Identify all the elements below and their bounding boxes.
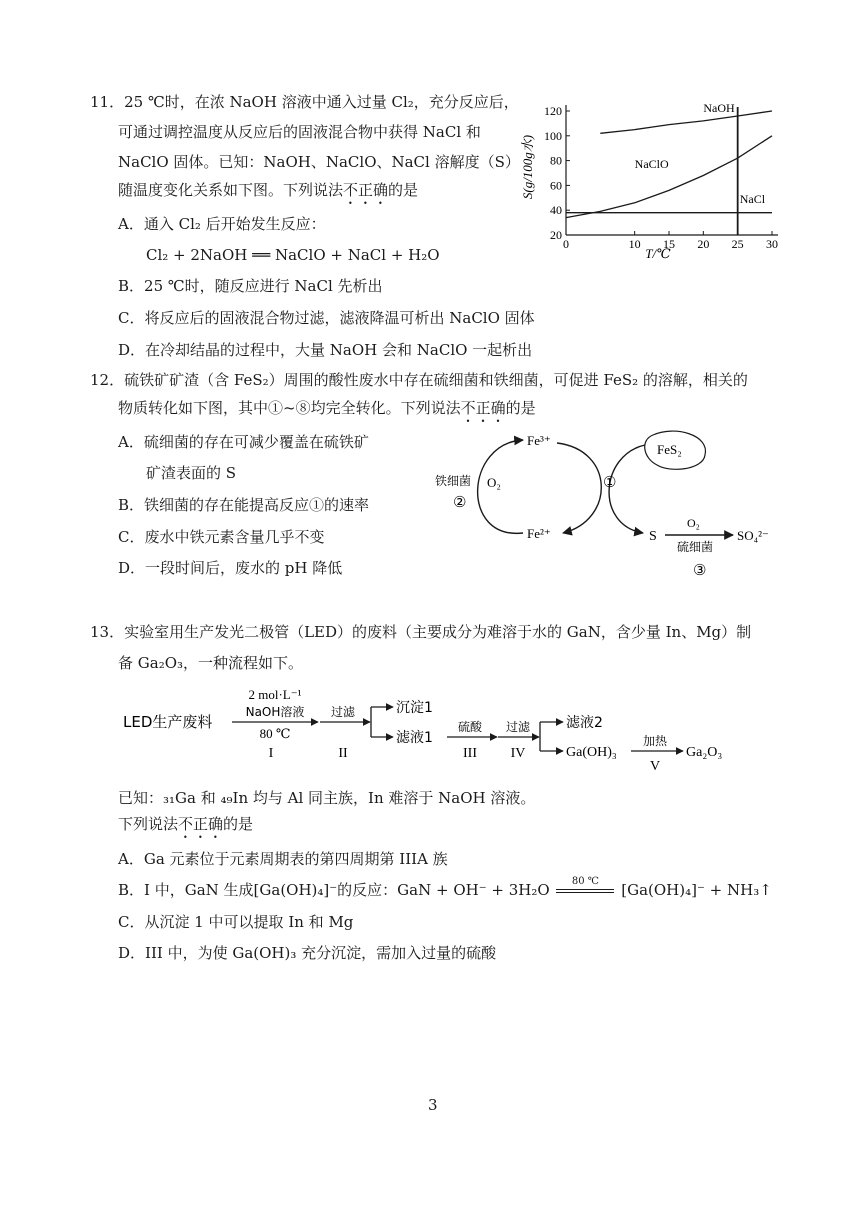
- q11-line1: 11．25 ℃时，在浓 NaOH 溶液中通入过量 Cl₂，充分反应后，: [90, 93, 519, 111]
- q12-option-b: B．铁细菌的存在能提高反应①的速率: [118, 496, 370, 514]
- sulfur-bacteria-label: 硫细菌: [677, 540, 714, 554]
- chart-y-tick-label: 40: [550, 203, 562, 218]
- q11-line2: 可通过调控温度从反应后的固液混合物中获得 NaCl 和: [118, 123, 481, 141]
- fe3-label: Fe³⁺: [527, 433, 551, 448]
- chart-x-tick-label: 20: [697, 237, 710, 251]
- step-1-label: ①: [603, 475, 617, 491]
- chart-x-tick-label: 10: [628, 237, 641, 251]
- q11-option-a: A．通入 Cl₂ 后开始发生反应：: [118, 215, 326, 233]
- chart-y-tick-label: 80: [550, 153, 562, 168]
- flow-reagent-concentration: 2 mol·L⁻¹: [248, 687, 302, 702]
- q13-option-a: A．Ga 元素位于元素周期表的第四周期第 IIIA 族: [118, 850, 448, 868]
- flow-heat-label: 加热: [642, 734, 668, 748]
- q11-not-correct-emphasis: 不正确: [343, 181, 389, 199]
- flow-product: Ga₂O₃: [686, 745, 723, 760]
- q13-option-b-post: [Ga(OH)₄]⁻ + NH₃↑: [621, 881, 772, 899]
- q13-line2: 备 Ga₂O₃，一种流程如下。: [118, 654, 304, 672]
- flow-precipitate1: 沉淀1: [396, 700, 433, 716]
- flow-reagent-naoh: NaOH溶液: [245, 705, 305, 719]
- chart-x-tick-label: 25: [731, 237, 744, 251]
- flow-step-ii: II: [338, 746, 348, 761]
- flow-condition-80c: 80 ℃: [259, 726, 291, 741]
- o2-left-label: O₂: [487, 475, 501, 490]
- chart-series-label-nacl: NaCl: [739, 191, 766, 206]
- q13-option-c: C．从沉淀 1 中可以提取 In 和 Mg: [118, 913, 354, 931]
- q13-known-info: 已知：₃₁Ga 和 ₄₉In 均与 Al 同主族，In 难溶于 NaOH 溶液。: [118, 789, 536, 807]
- fe-s-cycle-diagram: [425, 425, 785, 585]
- o2-right-label: O₂: [687, 516, 700, 530]
- fe2-label: Fe²⁺: [527, 526, 551, 541]
- q12-line2: [118, 398, 536, 426]
- q11-line4: [118, 180, 418, 208]
- q13-not-correct-emphasis: 不正确: [178, 815, 224, 833]
- q12-line1: 12．硫铁矿矿渣（含 FeS₂）周围的酸性废水中存在硫细菌和铁细菌，可促进 FeS₂ 的溶解，相关的: [90, 371, 748, 389]
- chart-y-axis-label: S(g/100g水): [520, 134, 535, 200]
- q12-option-a-line1: A．硫细菌的存在可减少覆盖在硫铁矿: [118, 433, 369, 451]
- step-2-label: ②: [453, 495, 467, 511]
- q12-line2-pre: 物质转化如下图，其中①~⑧均完全转化。下列说法: [118, 399, 461, 417]
- q11-option-b: B．25 ℃时，随反应进行 NaCl 先析出: [118, 277, 383, 295]
- chart-y-tick-label: 60: [550, 178, 562, 193]
- q12-option-a-line2: 矿渣表面的 S: [146, 464, 237, 482]
- chart-x-tick-label: 15: [663, 237, 675, 251]
- flow-step-v: V: [649, 759, 661, 774]
- chart-series-naoh: [600, 111, 772, 133]
- q11-option-a-equation: Cl₂ + 2NaOH ══ NaClO + NaCl + H₂O: [146, 246, 440, 264]
- ga2o3-process-flowchart: [115, 685, 745, 775]
- q13-option-d: D．III 中，为使 Ga(OH)₃ 充分沉淀，需加入过量的硫酸: [118, 944, 497, 962]
- step-3-label: ③: [693, 563, 707, 579]
- q12-option-c: C．废水中铁元素含量几乎不变: [118, 528, 325, 546]
- q13-option-b: [118, 876, 772, 900]
- chart-x-axis-label: T/℃: [645, 246, 671, 261]
- q13-line1: 13．实验室用生产发光二极管（LED）的废料（主要成分为难溶于水的 GaN，含少量 In、Mg）制: [90, 623, 752, 641]
- q11-line3: NaClO 固体。已知：NaOH、NaClO、NaCl 溶解度（S）: [118, 153, 520, 171]
- flow-filtrate2: 滤液2: [566, 715, 603, 731]
- flow-filter2-label: 过滤: [505, 720, 531, 734]
- q11-line4-post: 的是: [388, 181, 419, 199]
- fes2-label: FeS₂: [657, 442, 682, 457]
- chart-y-tick-label: 20: [550, 228, 562, 242]
- flow-acid-label: 硫酸: [457, 720, 483, 734]
- reaction-1-arrow: [557, 443, 601, 533]
- solubility-chart: [510, 95, 795, 270]
- q13-ask-pre: 下列说法: [118, 815, 179, 833]
- flow-start-label: LED生产废料: [123, 713, 213, 731]
- flow-step-iv: IV: [510, 746, 526, 761]
- flow-filtrate1: 滤液1: [396, 730, 433, 746]
- q12-not-correct-emphasis: 不正确: [460, 399, 506, 417]
- chart-y-tick-label: 120: [544, 104, 562, 118]
- q11-option-c: C．将反应后的固液混合物过滤，滤液降温可析出 NaClO 固体: [118, 309, 535, 327]
- chart-y-tick-label: 100: [544, 128, 562, 143]
- sulfate-label: SO₄²⁻: [737, 528, 769, 543]
- flow-filter1-label: 过滤: [330, 705, 356, 719]
- q12-line2-post: 的是: [505, 399, 536, 417]
- chart-x-tick-label: 30: [766, 237, 778, 251]
- q12-option-d: D．一段时间后，废水的 pH 降低: [118, 559, 343, 577]
- iron-bacteria-label: 铁细菌: [435, 474, 472, 488]
- q13-option-b-condition-arrow: [554, 876, 616, 900]
- chart-series-label-naoh: NaOH: [703, 101, 735, 116]
- flow-gaoh3: Ga(OH)₃: [566, 745, 617, 760]
- page-number: 3: [428, 1096, 438, 1114]
- q11-option-d: D．在冷却结晶的过程中，大量 NaOH 会和 NaClO 一起析出: [118, 341, 533, 359]
- q13-option-b-pre: B．I 中，GaN 生成[Ga(OH)₄]⁻的反应：GaN + OH⁻ + 3H₂O: [118, 881, 550, 899]
- q13-ask-post: 的是: [223, 815, 254, 833]
- q13-option-b-equals-bar: [556, 889, 614, 893]
- q13-ask: [118, 814, 253, 842]
- flow-step-iii: III: [463, 746, 477, 761]
- chart-x-tick-label: 0: [563, 237, 569, 251]
- q13-option-b-condition: 80 ℃: [571, 876, 599, 887]
- flow-step-i: I: [268, 746, 274, 761]
- chart-series-label-naclo: NaClO: [634, 157, 669, 172]
- s-label: S: [649, 529, 657, 544]
- q11-line4-pre: 随温度变化关系如下图。下列说法: [118, 181, 344, 199]
